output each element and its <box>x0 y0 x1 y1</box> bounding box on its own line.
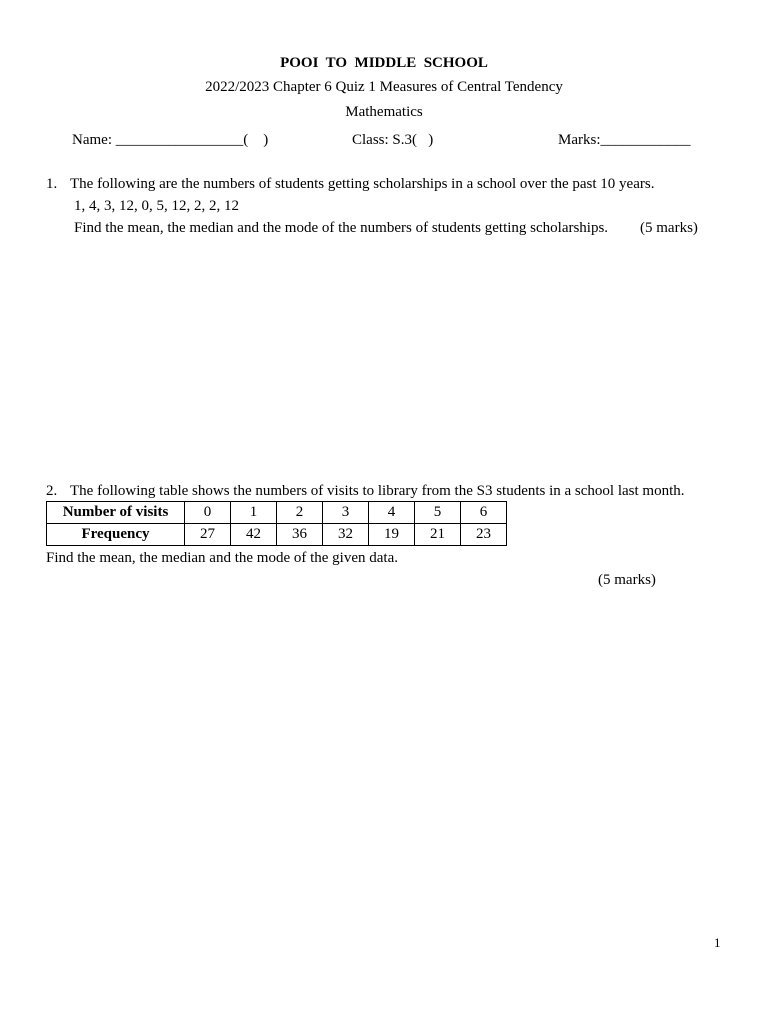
table-cell: 27 <box>185 524 231 546</box>
question-1-number: 1. <box>46 176 58 192</box>
table-cell: 23 <box>461 524 507 546</box>
table-cell: 5 <box>415 502 461 524</box>
question-1-text: The following are the numbers of students getting scholarships in a school over the past 10 years. <box>70 176 655 192</box>
table-cell: 42 <box>231 524 277 546</box>
question-1-data: 1, 4, 3, 12, 0, 5, 12, 2, 2, 12 <box>74 198 239 214</box>
table-cell: 6 <box>461 502 507 524</box>
table-cell: 4 <box>369 502 415 524</box>
table-cell: 19 <box>369 524 415 546</box>
quiz-title: 2022/2023 Chapter 6 Quiz 1 Measures of Central Tendency <box>205 79 563 95</box>
name-field-label: Name: _________________( ) <box>72 132 269 148</box>
question-2-marks: (5 marks) <box>598 572 656 588</box>
school-name: POOI TO MIDDLE SCHOOL <box>280 55 488 71</box>
question-1-task: Find the mean, the median and the mode of the numbers of students getting scholarships. <box>74 220 609 236</box>
table-cell: 36 <box>277 524 323 546</box>
question-1-marks: (5 marks) <box>640 220 698 236</box>
table-header-visits: Number of visits <box>47 502 185 524</box>
table-cell: 1 <box>231 502 277 524</box>
table-cell: 3 <box>323 502 369 524</box>
table-row-visits <box>47 502 507 524</box>
table-row-frequency <box>47 524 507 546</box>
table-cell: 2 <box>277 502 323 524</box>
page-number: 1 <box>714 935 721 950</box>
table-cell: 0 <box>185 502 231 524</box>
table-header-frequency: Frequency <box>47 524 185 546</box>
library-visits-table <box>46 501 507 546</box>
class-field-label: Class: S.3( ) <box>352 132 434 148</box>
question-2-text: The following table shows the numbers of visits to library from the S3 students in a school last month. <box>70 483 685 499</box>
marks-field-label: Marks:____________ <box>558 132 691 148</box>
subject-title: Mathematics <box>345 104 423 120</box>
question-2-task: Find the mean, the median and the mode of the given data. <box>46 550 398 566</box>
table-cell: 32 <box>323 524 369 546</box>
table-cell: 21 <box>415 524 461 546</box>
question-2-number: 2. <box>46 483 58 499</box>
